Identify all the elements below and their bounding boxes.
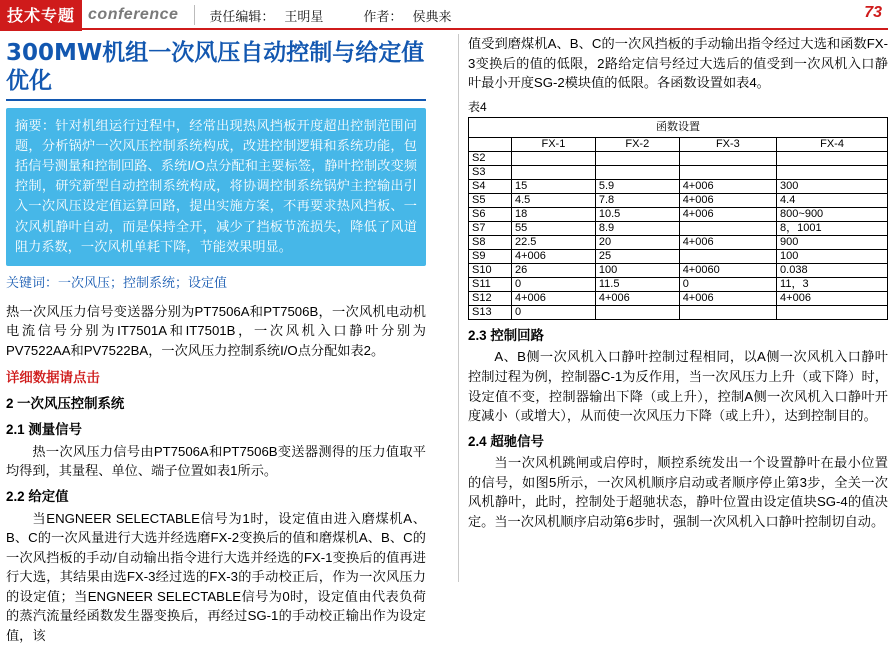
cell: 4+006 [777, 291, 888, 305]
cell: S3 [469, 165, 512, 179]
section-tag: 技术专题 [0, 0, 82, 31]
table-col-2: FX-2 [595, 137, 679, 151]
cell: S8 [469, 235, 512, 249]
cell [679, 305, 776, 319]
cell: 900 [777, 235, 888, 249]
table-title: 函数设置 [468, 117, 888, 136]
left-paragraph-2-1: 热一次风压力信号由PT7506A和PT7506B变送器测得的压力值取平均得到，其量程、单位、端子位置如表1所示。 [6, 443, 426, 479]
header-divider [194, 5, 195, 25]
cell: 4+006 [512, 249, 596, 263]
table-row [469, 263, 888, 277]
conference-label: conference [88, 6, 179, 23]
cell: S5 [469, 193, 512, 207]
heading-section-2-1: 2.1 测量信号 [6, 422, 82, 438]
cell: 4+006 [679, 291, 776, 305]
cell: 4+006 [512, 291, 596, 305]
table-row [469, 165, 888, 179]
cell: 0 [512, 305, 596, 319]
cell: S4 [469, 179, 512, 193]
table-row [469, 277, 888, 291]
cell: S7 [469, 221, 512, 235]
cell: 26 [512, 263, 596, 277]
header-rule [0, 28, 888, 30]
table-row [469, 235, 888, 249]
author-label: 作者： [363, 8, 403, 24]
table-body [469, 151, 888, 319]
cell: 4+0060 [679, 263, 776, 277]
right-column [468, 34, 888, 535]
cell: 4.4 [777, 193, 888, 207]
heading-section-2-2: 2.2 给定值 [6, 489, 69, 504]
right-paragraph-2-4: 当一次风机跳闸或启停时，顺控系统发出一个设置静叶在最小位置的信号，如图5所示，一次风机顺序启动或者顺序停止第3步，全关一次风机静叶，此时，控制处于超驰状态，静叶位置由设定值块SG-4的值决定。当一次风机顺序启动第6步时，强制一次风机入口静叶控制切自动。 [468, 455, 888, 529]
cell: 4+006 [679, 235, 776, 249]
left-paragraph-2-2: 当ENGNEER SELECTABLE信号为1时，设定值由进入磨煤机A、B、C的一次风量进行大选并经选磨FX-2变换后的值和磨煤机A、B、C的一次风挡板的手动/自动输出指令进行大选并经选的FX-1变换后的值再进行大选，其结果由选FX-3经过选的FX-3的手动校正后，作为一次风压力的设定值；当ENGNEER SELECTABLE信号为0时，设定值由代表负荷的蒸汽流量经函数发生器变换后，再经过SG-1的手动校正输出作为设定值，该 [6, 510, 426, 644]
table-row [469, 305, 888, 319]
cell [679, 165, 776, 179]
cell: 100 [595, 263, 679, 277]
cell: S6 [469, 207, 512, 221]
table-col-3: FX-3 [679, 137, 776, 151]
cell [595, 165, 679, 179]
abstract-box: 摘要：针对机组运行过程中，经常出现热风挡板开度超出控制范围问题，分析锅炉一次风压控制系统构成，改进控制逻辑和系统功能，包括信号测量和控制回路、系统I/O点分配和主要标签，静叶控制改变频控制，研究新型自动控制系统构成，将协调控制系统锅炉主控输出引入一次风压设定值运算回路，提出实施方案，不再要求热风挡板、一次风机静叶自动，而是保持全开，减少了挡板节流损失，降低了风道阻力系数，一次风机单耗下降，节能效果明显。 [6, 108, 426, 265]
page-number: 73 [864, 4, 882, 21]
editor-meta [209, 6, 323, 25]
cell: 800~900 [777, 207, 888, 221]
cell: 18 [512, 207, 596, 221]
cell: 55 [512, 221, 596, 235]
table-caption: 表4 [468, 99, 487, 114]
table-row [469, 207, 888, 221]
cell: S9 [469, 249, 512, 263]
cell: 8，1001 [777, 221, 888, 235]
table-row [469, 291, 888, 305]
cell: 0 [679, 277, 776, 291]
table-col-0 [469, 137, 512, 151]
left-paragraph-1: 热一次风压力信号变送器分别为PT7506A和PT7506B，一次风机电动机电流信号分别为IT7501A和IT7501B，一次风机入口静叶分别为PV7522AA和PV7522BA，一次风压力控制系统I/O点分配如表2。 [6, 303, 426, 358]
cell: S12 [469, 291, 512, 305]
heading-section-2: 2 一次风压控制系统 [6, 396, 125, 412]
title-rule [6, 99, 426, 101]
article-title: 300MW机组一次风压自动控制与给定值优化 [6, 40, 425, 94]
cell: 11.5 [595, 277, 679, 291]
cell: S11 [469, 277, 512, 291]
cell: 11，3 [777, 277, 888, 291]
table-row [469, 151, 888, 165]
cell: 25 [595, 249, 679, 263]
cell: S2 [469, 151, 512, 165]
cell: 4+006 [595, 291, 679, 305]
cell: 10.5 [595, 207, 679, 221]
cell: 8.9 [595, 221, 679, 235]
table-row [469, 179, 888, 193]
cell: 20 [595, 235, 679, 249]
cell [679, 249, 776, 263]
table-row [469, 193, 888, 207]
editor-label: 责任编辑： [209, 8, 275, 24]
cell [777, 165, 888, 179]
table-header-row [469, 137, 888, 151]
heading-section-2-4: 2.4 超驰信号 [468, 433, 544, 449]
cell [679, 151, 776, 165]
cell: 7.8 [595, 193, 679, 207]
cell: 22.5 [512, 235, 596, 249]
editor-name: 王明星 [284, 8, 324, 24]
table-row [469, 249, 888, 263]
cell: 4.5 [512, 193, 596, 207]
cell: 4+006 [679, 207, 776, 221]
cell: S10 [469, 263, 512, 277]
cell: 15 [512, 179, 596, 193]
cell [679, 221, 776, 235]
function-settings-table [468, 137, 888, 320]
table-col-4: FX-4 [777, 137, 888, 151]
left-column [6, 34, 426, 649]
data-link-note[interactable]: 详细数据请点击 [6, 370, 100, 386]
table-row [469, 221, 888, 235]
right-paragraph-2-3: A、B侧一次风机入口静叶控制过程相同，以A侧一次风机入口静叶控制过程为例，控制器C-1为反作用，当一次风压力上升（或下降）时，设定值不变，控制器输出下降（或上升），控制A侧一次风机入口静叶开度减小（或增大），从而使一次风压力下降（或上升），达到控制目的。 [468, 349, 888, 424]
author-meta [363, 6, 451, 25]
author-name: 侯典来 [412, 8, 452, 24]
cell [595, 305, 679, 319]
page-header [0, 0, 888, 30]
cell: 0.038 [777, 263, 888, 277]
heading-section-2-3: 2.3 控制回路 [468, 327, 544, 343]
keywords: 关键词：一次风压；控制系统；设定值 [6, 274, 228, 290]
cell: 300 [777, 179, 888, 193]
cell: S13 [469, 305, 512, 319]
cell: 5.9 [595, 179, 679, 193]
cell [512, 151, 596, 165]
cell [512, 165, 596, 179]
column-divider [458, 34, 459, 582]
right-paragraph-1: 值受到磨煤机A、B、C的一次风挡板的手动输出指令经过大选和函数FX-3变换后的值的低限，2路给定信号经过大选后的值受到一次风机入口静叶最小开度SG-2模块值的低限。各函数设置如表4。 [468, 36, 888, 91]
cell: 0 [512, 277, 596, 291]
cell: 4+006 [679, 193, 776, 207]
cell [595, 151, 679, 165]
table-col-1: FX-1 [512, 137, 596, 151]
cell: 100 [777, 249, 888, 263]
cell: 4+006 [679, 179, 776, 193]
cell [777, 305, 888, 319]
cell [777, 151, 888, 165]
